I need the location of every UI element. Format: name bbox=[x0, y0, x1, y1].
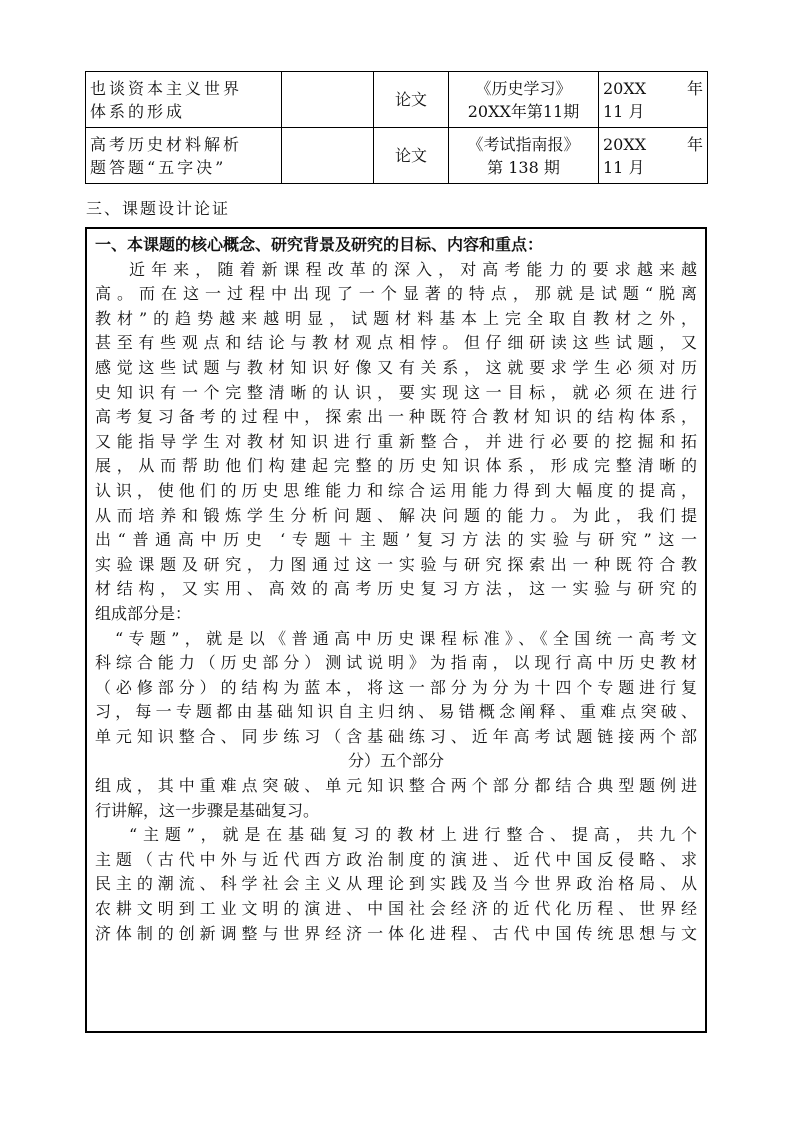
text-line: 农耕文明到工业文明的演进、中国社会经济的近代化历程、世界经 bbox=[95, 899, 697, 919]
date-year: 20XX bbox=[603, 78, 647, 98]
title-line: 体系的形成 bbox=[90, 101, 186, 121]
publications-table bbox=[85, 71, 708, 184]
text-line: 出“普通高中历史 ‘专题＋主题’复习方法的实验与研究”这一 bbox=[95, 530, 697, 550]
text-line: 科综合能力（历史部分）测试说明》为指南，以现行高中历史教材 bbox=[95, 653, 697, 673]
table-row bbox=[86, 128, 708, 184]
box-heading: 一、本课题的核心概念、研究背景及研究的目标、内容和重点： bbox=[95, 235, 544, 254]
text-line: 组成部分是： bbox=[95, 603, 192, 623]
author-cell bbox=[282, 128, 374, 184]
text-line: 民主的潮流、科学社会主义从理论到实践及当今世界政治格局、从 bbox=[95, 874, 697, 894]
text-line: 近年来，随着新课程改革的深入，对高考能力的要求越来越 bbox=[129, 259, 697, 279]
text-line: 史知识有一个完整清晰的认识，要实现这一目标，就必须在进行 bbox=[95, 382, 697, 402]
text-line: 习，每一专题都由基础知识自主归纳、易错概念阐释、重难点突破、 bbox=[95, 702, 697, 722]
text-line: 甚至有些观点和结论与教材观点相悖。但仔细研读这些试题，又 bbox=[95, 333, 697, 353]
publication-name: 《历史学习》 bbox=[475, 78, 572, 98]
text-line: 感觉这些试题与教材知识好像又有关系，这就要求学生必须对历 bbox=[95, 357, 697, 377]
type-cell: 论文 bbox=[374, 128, 449, 184]
text-line: 教材”的趋势越来越明显，试题材料基本上完全取自教材之外， bbox=[95, 308, 697, 328]
publication-issue: 20XX年第11期 bbox=[467, 101, 580, 121]
box-body bbox=[95, 233, 697, 946]
text-line: 又能指导学生对教材知识进行重新整合，并进行必要的挖掘和拓 bbox=[95, 431, 697, 451]
text-line: “专题”，就是以《普通高中历史课程标准》、《全国统一高考文 bbox=[115, 628, 697, 648]
date-cell bbox=[599, 72, 708, 128]
title-line: 题答题“五字决” bbox=[90, 157, 227, 177]
text-line: “主题”，就是在基础复习的教材上进行整合、提高，共九个 bbox=[129, 825, 697, 845]
text-line: 主题（古代中外与近代西方政治制度的演进、近代中国反侵略、求 bbox=[95, 849, 697, 869]
text-line: 高。而在这一过程中出现了一个显著的特点，那就是试题“脱离 bbox=[95, 284, 697, 304]
text-line: 从而培养和锻炼学生分析问题、解决问题的能力。为此，我们提 bbox=[95, 505, 697, 525]
text-line: 单元知识整合、同步练习（含基础练习、近年高考试题链接两个部 bbox=[95, 726, 697, 746]
text-line: 高考复习备考的过程中，探索出一种既符合教材知识的结构体系， bbox=[95, 407, 697, 427]
date-month: 11 月 bbox=[603, 157, 645, 177]
section-heading: 三、课题设计论证 bbox=[86, 199, 231, 218]
text-line: （必修部分）的结构为蓝本，将这一部分为分为十四个专题进行复 bbox=[95, 677, 697, 697]
date-year-unit: 年 bbox=[686, 78, 703, 98]
table-row bbox=[86, 72, 708, 128]
text-line: 展，从而帮助他们构建起完整的历史知识体系，形成完整清晰的 bbox=[95, 456, 697, 476]
text-line: 实验课题及研究，力图通过这一实验与研究探索出一种既符合教 bbox=[95, 554, 697, 574]
date-cell bbox=[599, 128, 708, 184]
text-line: 济体制的创新调整与世界经济一体化进程、古代中国传统思想与文 bbox=[95, 923, 697, 943]
publication-name: 《考试指南报》 bbox=[467, 134, 580, 154]
type-cell: 论文 bbox=[374, 72, 449, 128]
title-line: 高考历史材料解析 bbox=[90, 134, 243, 154]
publication-cell bbox=[449, 128, 599, 184]
design-argument-box bbox=[85, 227, 707, 1033]
text-line: 组成，其中重难点突破、单元知识整合两个部分都结合典型题例进 bbox=[95, 776, 697, 796]
text-line: 认识，使他们的历史思维能力和综合运用能力得到大幅度的提高， bbox=[95, 480, 697, 500]
title-cell bbox=[86, 128, 282, 184]
title-cell bbox=[86, 72, 282, 128]
date-month: 11 月 bbox=[603, 101, 645, 121]
text-line: 行讲解，这一步骤是基础复习。 bbox=[95, 800, 320, 820]
text-line: 分）五个部分 bbox=[347, 751, 444, 771]
date-year-unit: 年 bbox=[686, 134, 703, 154]
title-line: 也谈资本主义世界 bbox=[90, 78, 243, 98]
text-line: 材结构，又实用、高效的高考历史复习方法，这一实验与研究的 bbox=[95, 579, 697, 599]
publication-cell bbox=[449, 72, 599, 128]
date-year: 20XX bbox=[603, 134, 647, 154]
author-cell bbox=[282, 72, 374, 128]
publication-issue: 第 138 期 bbox=[487, 157, 560, 177]
